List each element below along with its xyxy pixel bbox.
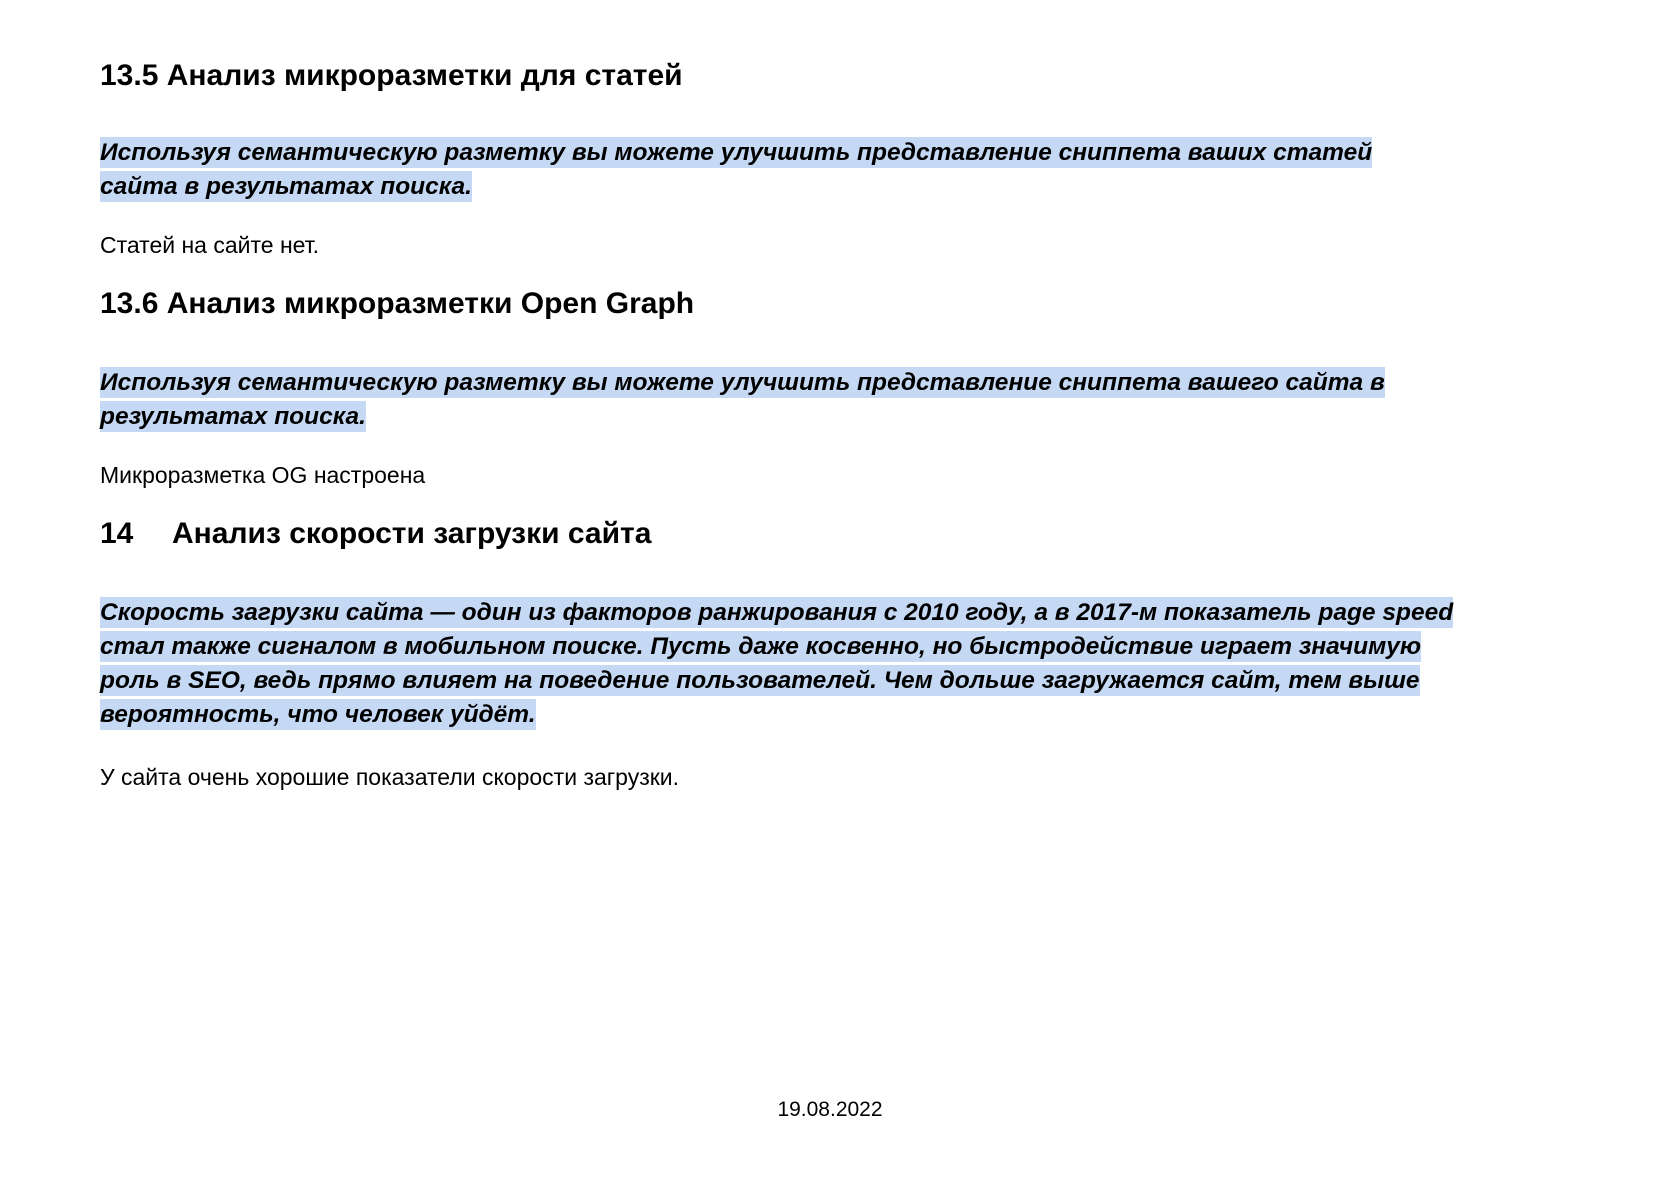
section-heading <box>100 284 1580 324</box>
section-result: У сайта очень хорошие показатели скорости загрузки. <box>100 764 680 790</box>
intro-line: вероятность, что человек уйдёт. <box>100 701 536 728</box>
page-content <box>100 56 1580 792</box>
section-title: Анализ микроразметки для статей <box>166 59 683 92</box>
section-result: Микроразметка OG настроена <box>100 462 426 488</box>
intro-line: результатах поиска. <box>100 403 366 430</box>
section-result: Статей на сайте нет. <box>100 232 320 258</box>
footer-date: 19.08.2022 <box>777 1098 883 1121</box>
section-number: 13.5 <box>100 59 159 92</box>
section-13-5 <box>100 56 1580 260</box>
intro-line: сайта в результатах поиска. <box>100 173 472 200</box>
section-intro <box>100 366 1580 434</box>
section-intro <box>100 596 1580 732</box>
section-title: Анализ микроразметки Open Graph <box>166 287 695 320</box>
section-title: Анализ скорости загрузки сайта <box>172 517 652 550</box>
section-13-6 <box>100 284 1580 490</box>
intro-line: Скорость загрузки сайта — один из факторов ранжирования с 2010 году, а в 2017-м показатель page speed <box>100 599 1454 626</box>
section-number: 13.6 <box>100 287 159 320</box>
intro-line: роль в SEO, ведь прямо влияет на поведение пользователей. Чем дольше загружается сайт, тем выше <box>100 667 1420 694</box>
section-heading <box>100 514 1580 554</box>
section-heading <box>100 56 1580 96</box>
intro-line: Используя семантическую разметку вы можете улучшить представление сниппета вашего сайта в <box>100 369 1385 396</box>
section-number: 14 <box>100 517 134 550</box>
intro-line: стал также сигналом в мобильном поиске. Пусть даже косвенно, но быстродействие играет значимую <box>100 633 1422 660</box>
section-14 <box>100 514 1580 792</box>
intro-line: Используя семантическую разметку вы можете улучшить представление сниппета ваших статей <box>100 139 1373 166</box>
section-intro <box>100 136 1580 204</box>
